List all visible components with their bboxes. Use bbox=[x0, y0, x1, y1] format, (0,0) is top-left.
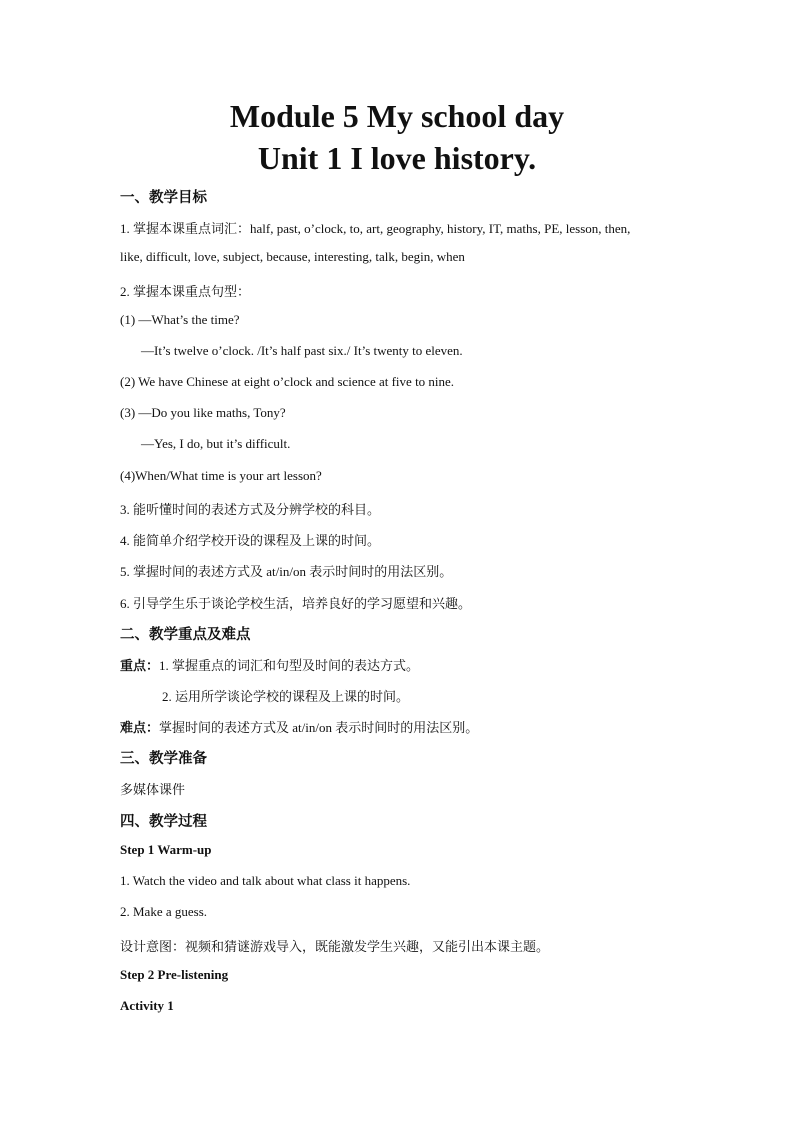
preparation-text: 多媒体课件 bbox=[120, 782, 186, 797]
activity-1-heading: Activity 1 bbox=[120, 998, 174, 1013]
key-label: 重点： bbox=[120, 659, 160, 674]
section-heading-objectives: 一、教学目标 bbox=[120, 190, 207, 206]
objective-2: 2. 掌握本课重点句型： bbox=[120, 284, 251, 299]
key-point-1 bbox=[120, 655, 419, 674]
pattern-2: (2) We have Chinese at eight o’clock and science at five to nine. bbox=[120, 374, 455, 389]
pattern-3: (3) —Do you like maths, Tony? bbox=[120, 405, 286, 420]
key-point-2: 2. 运用所学谈论学校的课程及上课的时间。 bbox=[162, 689, 410, 704]
section-heading-preparation: 三、教学准备 bbox=[120, 751, 207, 767]
pattern-4: (4)When/What time is your art lesson? bbox=[120, 468, 322, 483]
pattern-1: (1) —What’s the time? bbox=[120, 312, 240, 327]
difficult-label: 难点： bbox=[120, 721, 160, 736]
objective-1a: 1. 掌握本课重点词汇：half, past, o’clock, to, art, geography, history, IT, maths, PE, lesson, then, bbox=[120, 221, 631, 236]
step-1-item-1: 1. Watch the video and talk about what class it happens. bbox=[120, 873, 411, 888]
objective-3: 3. 能听懂时间的表述方式及分辨学校的科目。 bbox=[120, 502, 381, 517]
module-title: Module 5 My school day bbox=[229, 98, 565, 134]
unit-title: Unit 1 I love history. bbox=[257, 140, 537, 176]
objective-4: 4. 能简单介绍学校开设的课程及上课的时间。 bbox=[120, 533, 381, 548]
key-point-1-text: 1. 掌握重点的词汇和句型及时间的表达方式。 bbox=[159, 658, 420, 673]
section-heading-process: 四、教学过程 bbox=[120, 814, 207, 830]
pattern-1-reply: —It’s twelve o’clock. /It’s half past six./ It’s twenty to eleven. bbox=[141, 343, 463, 358]
design-intent: 设计意图：视频和猜谜游戏导入，既能激发学生兴趣，又能引出本课主题。 bbox=[120, 939, 550, 954]
difficult-point bbox=[120, 717, 478, 736]
pattern-3-reply: —Yes, I do, but it’s difficult. bbox=[141, 436, 291, 451]
step-2-heading: Step 2 Pre-listening bbox=[120, 967, 229, 982]
step-1-heading: Step 1 Warm-up bbox=[120, 842, 212, 857]
section-heading-key-points: 二、教学重点及难点 bbox=[120, 627, 251, 643]
objective-1b: like, difficult, love, subject, because, interesting, talk, begin, when bbox=[120, 249, 465, 264]
objective-5: 5. 掌握时间的表述方式及 at/in/on 表示时间时的用法区别。 bbox=[120, 564, 453, 579]
objective-6: 6. 引导学生乐于谈论学校生活，培养良好的学习愿望和兴趣。 bbox=[120, 596, 472, 611]
step-1-item-2: 2. Make a guess. bbox=[120, 904, 208, 919]
difficult-point-text: 掌握时间的表述方式及 at/in/on 表示时间时的用法区别。 bbox=[159, 720, 479, 735]
